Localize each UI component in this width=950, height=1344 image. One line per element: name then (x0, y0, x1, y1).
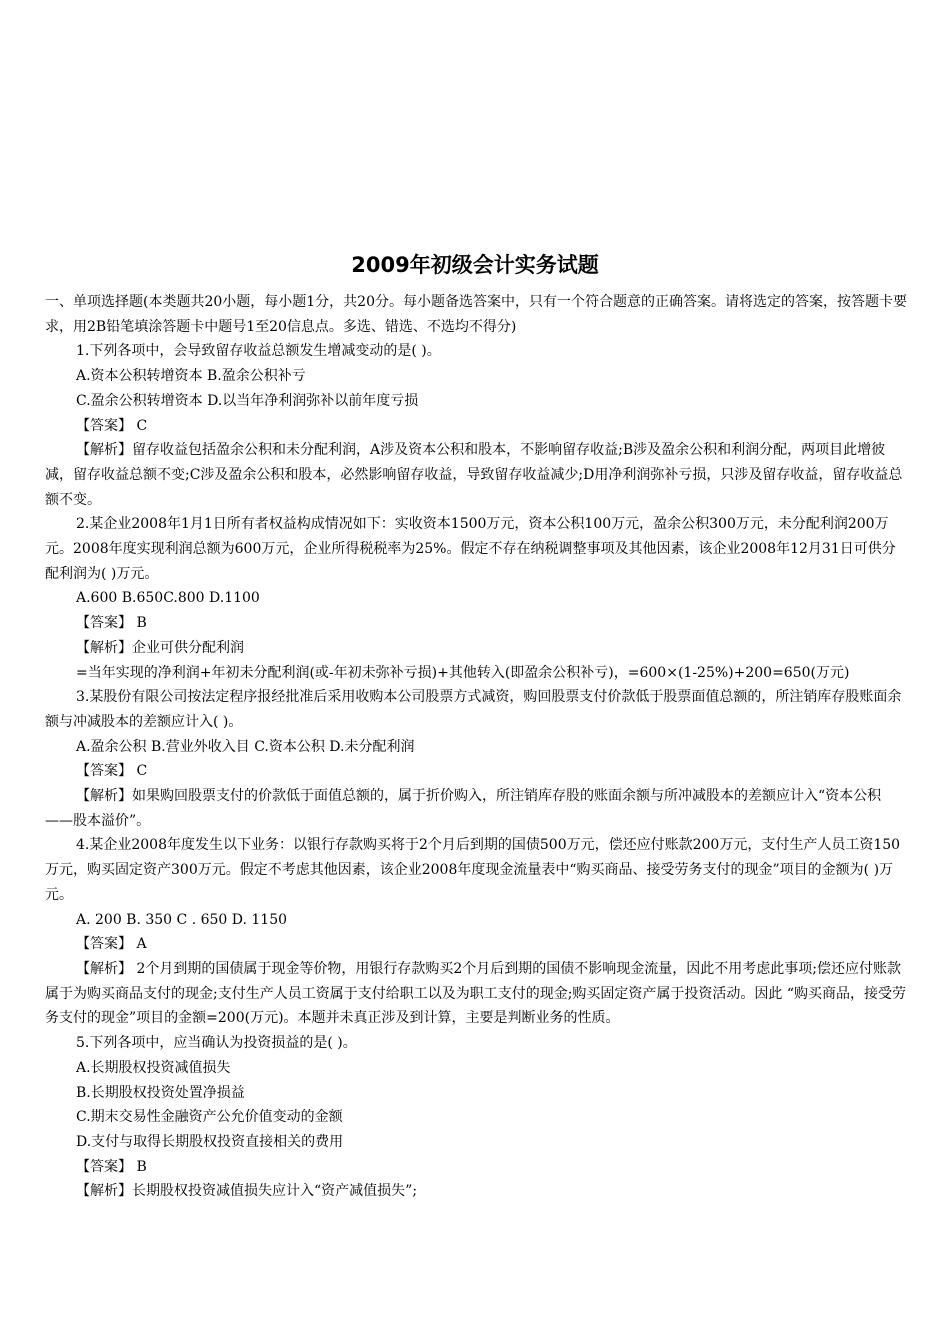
text-line: D.支付与取得长期股权投资直接相关的费用 (76, 1133, 344, 1150)
text-line: A.盈余公积 B.营业外收入目 C.资本公积 D.未分配利润 (76, 738, 415, 755)
text-line: 【答案】 A (76, 936, 147, 953)
text-line: 【解析】留存收益包括盈余公积和未分配利润，A涉及资本公积和股本，不影响留存收益;B涉及盈余公积和利润分配，两项目此增彼减，留存收益总额不变;C涉及盈余公积和股本，必然影响留存收益，导致留存收益减少;D用净利润弥补亏损，只涉及留存收益，留存收益总额不变。 (45, 442, 903, 508)
text-line: 【答案】 C (76, 417, 148, 434)
text-line: 【解析】长期股权投资减值损失应计入“资产减值损失”; (76, 1183, 418, 1200)
text-line: A.长期股权投资减值损失 (76, 1059, 231, 1076)
text-line: 一、单项选择题(本类题共20小题，每小题1分，共20分。每小题备选答案中，只有一个符合题意的正确答案。请将选定的答案，按答题卡要求，用2B铅笔填涂答题卡中题号1至20信息点。多选、错选、不选均不得分) (45, 294, 907, 335)
text-line: A. 200 B. 350 C . 650 D. 1150 (76, 911, 288, 928)
text-line: =当年实现的净利润+年初未分配利润(或-年初未弥补亏损)+其他转入(即盈余公积补亏)，=600×(1-25%)+200=650(万元) (76, 664, 850, 681)
text-line: 【答案】 B (76, 615, 147, 632)
text-line: 2.某企业2008年1月1日所有者权益构成情况如下：实收资本1500万元，资本公积100万元，盈余公积300万元，未分配利润200万元。2008年度实现利润总额为600万元，企业所得税税率为25%。假定不存在纳税调整事项及其他因素，该企业2008年12月31日可供分配利润为( )万元。 (45, 516, 896, 582)
text-line: 【解析】 2个月到期的国债属于现金等价物，用银行存款购买2个月后到期的国债不影响现金流量，因此不用考虑此事项;偿还应付账款属于为购买商品支付的现金;支付生产人员工资属于支付给职工以及为职工支付的现金;购买固定资产属于投资活动。因此 “购买商品，接受劳务支付的现金”项目的金额=200(万元)。本题并未真正涉及到计算，主要是判断业务的性质。 (45, 960, 907, 1027)
text-line: 【解析】如果购回股票支付的价款低于面值总额的，属于折价购入，所注销库存股的账面余额与所冲减股本的差额应计入“资本公积——股本溢价”。 (45, 788, 882, 829)
document-title: 2009年初级会计实务试题 (351, 253, 599, 277)
text-line: 【答案】 C (76, 763, 148, 780)
text-line: 【解析】企业可供分配利润 (76, 639, 244, 656)
text-line: 5.下列各项中，应当确认为投资损益的是( )。 (76, 1035, 357, 1052)
text-line: 4.某企业2008年度发生以下业务：以银行存款购买将于2个月后到期的国债500万元，偿还应付账款200万元，支付生产人员工资150万元，购买固定资产300万元。假定不考虑其他因素，该企业2008年度现金流量表中“购买商品、接受劳务支付的现金”项目的金额为( )万元。 (45, 837, 901, 903)
text-line: 3.某股份有限公司按法定程序报经批准后采用收购本公司股票方式减资，购回股票支付价款低于股票面值总额的，所注销库存股账面余额与冲减股本的差额应计入( )。 (45, 689, 902, 730)
text-line: C.期末交易性金融资产公允价值变动的金额 (76, 1109, 343, 1126)
text-line: 【答案】 B (76, 1158, 147, 1175)
text-line: A.资本公积转增资本 B.盈余公积补亏 (76, 368, 306, 385)
text-line: 1.下列各项中，会导致留存收益总额发生增减变动的是( )。 (76, 343, 441, 360)
document-body (45, 290, 907, 1204)
text-line: A.600 B.650C.800 D.1100 (76, 590, 260, 607)
text-line: B.长期股权投资处置净损益 (76, 1084, 245, 1101)
text-line: C.盈余公积转增资本 D.以当年净利润弥补以前年度亏损 (76, 392, 419, 409)
